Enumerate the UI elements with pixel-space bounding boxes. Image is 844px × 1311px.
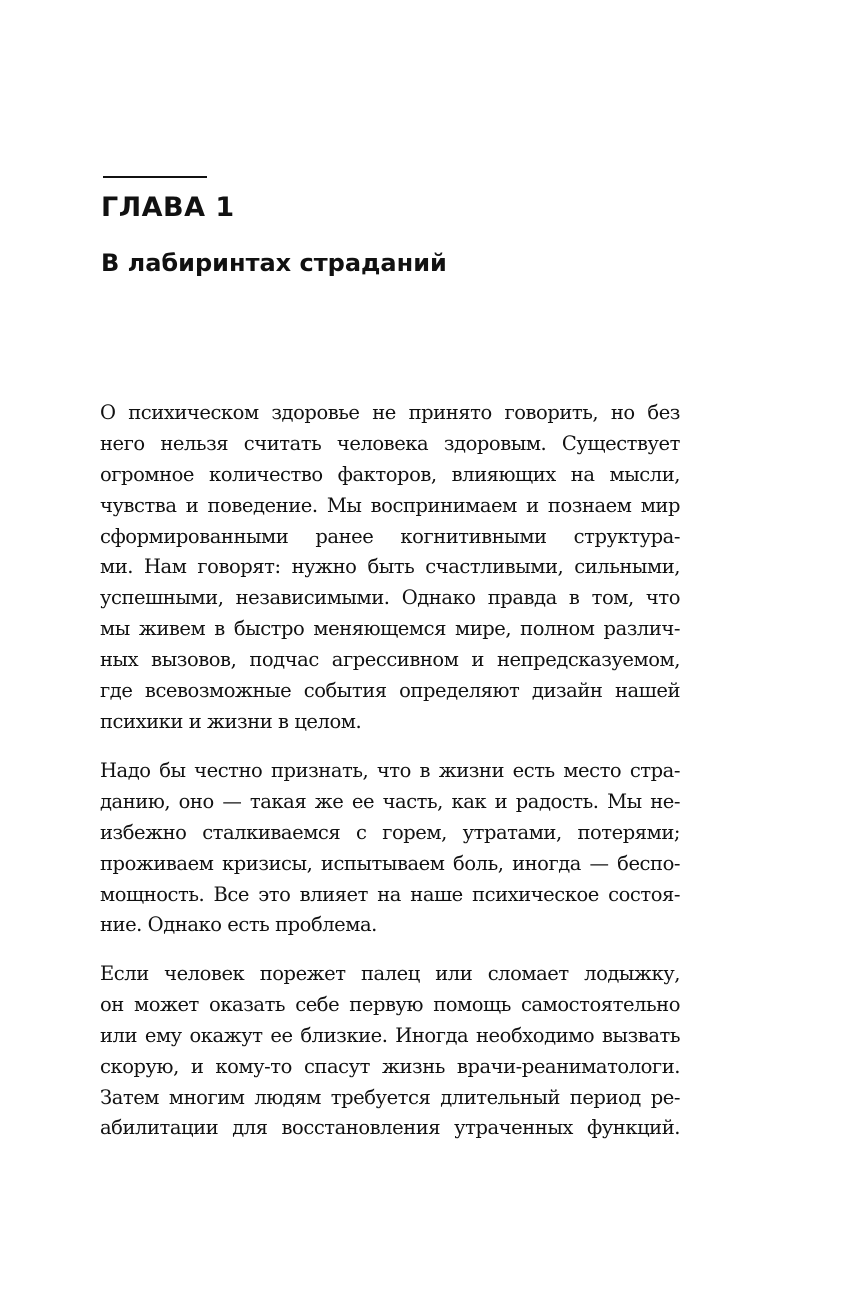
text-line: ние. Однако есть проблема. (100, 913, 377, 937)
text-line: него нельзя считать человека здоровым. Существует (100, 431, 680, 455)
text-line: сформированными ранее когнитивными структура- (100, 524, 680, 548)
text-line: психики и жизни в целом. (100, 709, 362, 733)
text-line: успешными, независимыми. Однако правда в том, что (100, 586, 680, 610)
chapter-rule (103, 176, 207, 178)
paragraph-1 (100, 398, 680, 738)
text-line: он может оказать себе первую помощь самостоятельно (100, 992, 680, 1016)
text-line: скорую, и кому-то спасут жизнь врачи-реаниматологи. (100, 1054, 680, 1078)
paragraph-2 (100, 756, 680, 941)
text-line: О психическом здоровье не принято говорить, но без (100, 401, 680, 424)
text-line: где всевозможные события определяют дизайн нашей (100, 679, 680, 703)
text-line: ных вызовов, подчас агрессивном и непредсказуемом, (100, 648, 680, 672)
text-line: чувства и поведение. Мы воспринимаем и познаем мир (100, 493, 680, 517)
text-line: мощность. Все это влияет на наше психическое состоя- (100, 882, 680, 906)
text-line: ми. Нам говорят: нужно быть счастливыми, сильными, (100, 555, 680, 579)
text-line: абилитации для восстановления утраченных функций. (100, 1116, 680, 1140)
text-line: Затем многим людям требуется длительный период ре- (100, 1085, 680, 1109)
text-line: мы живем в быстро меняющемся мире, полном различ- (100, 617, 680, 641)
text-line: Надо бы честно признать, что в жизни есть место стра- (100, 759, 680, 782)
text-line: Если человек порежет палец или сломает лодыжку, (100, 962, 680, 985)
chapter-label: ГЛАВА 1 (101, 192, 235, 223)
text-line: или ему окажут ее близкие. Иногда необходимо вызвать (100, 1023, 680, 1047)
text-line: данию, оно — такая же ее часть, как и радость. Мы не- (100, 789, 680, 813)
text-line: огромное количество факторов, влияющих на мысли, (100, 462, 680, 486)
text-line: избежно сталкиваемся с горем, утратами, потерями; (100, 820, 680, 844)
chapter-title: В лабиринтах страданий (101, 249, 447, 277)
paragraph-3 (100, 959, 680, 1144)
text-line: проживаем кризисы, испытываем боль, иногда — беспо- (100, 851, 680, 875)
